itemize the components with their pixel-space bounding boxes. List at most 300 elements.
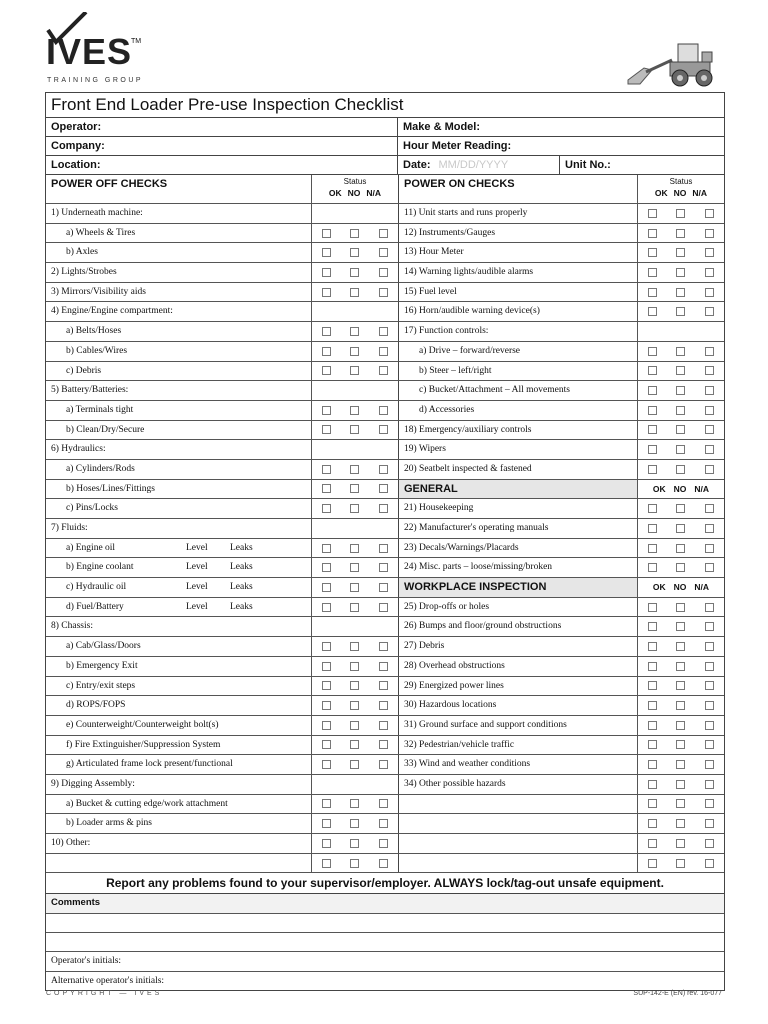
checkbox-ok[interactable] xyxy=(648,603,657,612)
check-item-text: 4) Engine/Engine compartment: xyxy=(51,306,173,317)
checkbox-ok[interactable] xyxy=(648,504,657,513)
right-cell xyxy=(399,598,724,617)
checkbox-na[interactable] xyxy=(379,662,388,671)
checkbox-ok[interactable] xyxy=(648,248,657,257)
checkbox-ok[interactable] xyxy=(648,859,657,868)
status-checkboxes xyxy=(637,302,724,321)
checkbox-no[interactable] xyxy=(676,780,685,789)
checkbox-na[interactable] xyxy=(379,504,388,513)
left-cell xyxy=(46,539,399,558)
checklist-row xyxy=(46,598,724,618)
status-checkboxes xyxy=(637,696,724,715)
status-checkboxes xyxy=(311,814,398,833)
left-cell xyxy=(46,696,399,715)
checklist-row xyxy=(46,362,724,382)
checkbox-ok[interactable] xyxy=(322,681,331,690)
checkbox-no[interactable] xyxy=(350,839,359,848)
checkbox-no[interactable] xyxy=(676,288,685,297)
checkbox-na[interactable] xyxy=(705,504,714,513)
level-label: Level xyxy=(186,601,208,612)
check-item-label xyxy=(399,263,637,282)
check-item-label xyxy=(399,224,637,243)
check-item-label xyxy=(399,558,637,577)
check-item-label xyxy=(46,814,311,833)
checkbox-ok[interactable] xyxy=(322,347,331,356)
checkbox-ok[interactable] xyxy=(648,425,657,434)
checkbox-ok[interactable] xyxy=(322,760,331,769)
check-item-text: 25) Drop-offs or holes xyxy=(404,601,490,612)
checkbox-na[interactable] xyxy=(705,465,714,474)
checkbox-ok[interactable] xyxy=(648,347,657,356)
checkbox-no[interactable] xyxy=(350,248,359,257)
checkbox-ok[interactable] xyxy=(322,701,331,710)
check-item-text: 29) Energized power lines xyxy=(404,680,504,691)
checkbox-no[interactable] xyxy=(676,445,685,454)
right-cell xyxy=(399,558,724,577)
checkbox-ok[interactable] xyxy=(648,701,657,710)
checkbox-no[interactable] xyxy=(350,859,359,868)
hour-meter-field[interactable]: Hour Meter Reading: xyxy=(403,140,512,152)
right-cell xyxy=(399,480,724,499)
checkbox-ok[interactable] xyxy=(648,662,657,671)
checkbox-ok[interactable] xyxy=(648,445,657,454)
checkbox-no[interactable] xyxy=(676,662,685,671)
check-item-label xyxy=(46,834,311,853)
checkbox-ok[interactable] xyxy=(648,288,657,297)
checkbox-no[interactable] xyxy=(676,504,685,513)
checkbox-ok[interactable] xyxy=(322,799,331,808)
front-end-loader-icon xyxy=(626,40,718,88)
checkbox-no[interactable] xyxy=(350,760,359,769)
check-item-label xyxy=(399,519,637,538)
checkbox-na[interactable] xyxy=(705,819,714,828)
checkbox-na[interactable] xyxy=(379,721,388,730)
checkbox-ok[interactable] xyxy=(648,386,657,395)
checkbox-na[interactable] xyxy=(379,425,388,434)
checkbox-ok[interactable] xyxy=(648,563,657,572)
checkbox-na[interactable] xyxy=(379,740,388,749)
check-item-text: b) Hoses/Lines/Fittings xyxy=(66,483,155,494)
checkbox-ok[interactable] xyxy=(322,819,331,828)
checkbox-ok[interactable] xyxy=(648,681,657,690)
checkbox-no[interactable] xyxy=(350,366,359,375)
status-checkboxes xyxy=(311,539,398,558)
checkbox-na[interactable] xyxy=(705,563,714,572)
checkbox-no[interactable] xyxy=(350,740,359,749)
checkbox-ok[interactable] xyxy=(322,484,331,493)
checklist-row xyxy=(46,322,724,342)
checkbox-no[interactable] xyxy=(676,386,685,395)
check-item-label xyxy=(46,716,311,735)
status-checkboxes xyxy=(311,637,398,656)
status-checkboxes xyxy=(637,362,724,381)
check-item-text: WORKPLACE INSPECTION xyxy=(404,581,547,594)
checkbox-na[interactable] xyxy=(705,681,714,690)
checkbox-na[interactable] xyxy=(379,701,388,710)
status-checkboxes xyxy=(637,381,724,400)
checkbox-na[interactable] xyxy=(379,248,388,257)
checkbox-na[interactable] xyxy=(705,603,714,612)
checkbox-no[interactable] xyxy=(350,288,359,297)
checkbox-no[interactable] xyxy=(676,799,685,808)
checkbox-na[interactable] xyxy=(379,760,388,769)
location-field[interactable]: Location: xyxy=(46,156,398,174)
checklist-row xyxy=(46,460,724,480)
checkbox-ok[interactable] xyxy=(648,760,657,769)
checkbox-no[interactable] xyxy=(350,662,359,671)
status-ok: OK xyxy=(652,483,666,494)
right-cell xyxy=(399,204,724,223)
checkbox-ok[interactable] xyxy=(322,603,331,612)
checklist-row xyxy=(46,401,724,421)
checkbox-no[interactable] xyxy=(350,406,359,415)
checkbox-no[interactable] xyxy=(350,799,359,808)
checkbox-na[interactable] xyxy=(705,209,714,218)
right-cell xyxy=(399,677,724,696)
status-checkboxes xyxy=(637,499,724,518)
unit-no-field[interactable]: Unit No.: xyxy=(565,159,611,171)
checkbox-ok[interactable] xyxy=(648,366,657,375)
checkbox-no[interactable] xyxy=(350,721,359,730)
checkbox-na[interactable] xyxy=(705,622,714,631)
check-item-label xyxy=(46,558,311,577)
check-item-text: 34) Other possible hazards xyxy=(404,778,506,789)
checkbox-no[interactable] xyxy=(676,307,685,316)
checkbox-na[interactable] xyxy=(379,859,388,868)
checkbox-ok[interactable] xyxy=(322,248,331,257)
right-cell xyxy=(399,519,724,538)
comments-line[interactable] xyxy=(46,933,724,952)
checkbox-na[interactable] xyxy=(705,406,714,415)
checkbox-na[interactable] xyxy=(379,681,388,690)
checkbox-ok[interactable] xyxy=(648,465,657,474)
checkbox-na[interactable] xyxy=(705,425,714,434)
checkbox-no[interactable] xyxy=(676,406,685,415)
checkbox-no[interactable] xyxy=(676,681,685,690)
checkbox-na[interactable] xyxy=(379,642,388,651)
checkbox-ok[interactable] xyxy=(322,583,331,592)
checkbox-na[interactable] xyxy=(379,288,388,297)
checkbox-ok[interactable] xyxy=(322,268,331,277)
checkbox-ok[interactable] xyxy=(648,307,657,316)
checkbox-ok[interactable] xyxy=(648,544,657,553)
check-item-text: 8) Chassis: xyxy=(51,621,93,632)
comments-section xyxy=(46,894,724,989)
checkbox-na[interactable] xyxy=(379,583,388,592)
check-item-label xyxy=(46,657,311,676)
checkbox-na[interactable] xyxy=(379,347,388,356)
checkbox-ok[interactable] xyxy=(648,740,657,749)
check-item-text: 33) Wind and weather conditions xyxy=(404,759,531,770)
comments-header: Comments xyxy=(46,894,724,913)
checkbox-no[interactable] xyxy=(350,327,359,336)
left-cell xyxy=(46,854,399,873)
leaks-label: Leaks xyxy=(230,542,253,553)
checkbox-na[interactable] xyxy=(379,484,388,493)
check-item-text: 18) Emergency/auxiliary controls xyxy=(404,424,532,435)
checkbox-na[interactable] xyxy=(705,366,714,375)
checkbox-ok[interactable] xyxy=(322,465,331,474)
status-checkboxes xyxy=(637,519,724,538)
left-cell xyxy=(46,677,399,696)
info-row-2 xyxy=(46,137,724,156)
left-cell xyxy=(46,637,399,656)
check-item-text: 15) Fuel level xyxy=(404,286,457,297)
status-checkboxes xyxy=(637,736,724,755)
checkbox-ok[interactable] xyxy=(648,209,657,218)
status-checkboxes xyxy=(637,716,724,735)
checkbox-na[interactable] xyxy=(705,288,714,297)
checkbox-na[interactable] xyxy=(705,307,714,316)
checkbox-ok[interactable] xyxy=(322,721,331,730)
check-item-text: b) Clean/Dry/Secure xyxy=(66,424,145,435)
check-item-text: d) Accessories xyxy=(419,404,475,415)
check-item-text: 13) Hour Meter xyxy=(404,247,464,258)
checkbox-ok[interactable] xyxy=(648,839,657,848)
checkbox-na[interactable] xyxy=(705,524,714,533)
checkbox-ok[interactable] xyxy=(322,327,331,336)
status-checkboxes xyxy=(311,755,398,774)
company-field[interactable]: Company: xyxy=(46,137,398,155)
checkbox-na[interactable] xyxy=(705,445,714,454)
checkbox-na[interactable] xyxy=(379,563,388,572)
checkbox-no[interactable] xyxy=(676,819,685,828)
right-cell xyxy=(399,243,724,262)
check-item-label xyxy=(399,657,637,676)
section-status-header xyxy=(637,578,724,597)
checkbox-na[interactable] xyxy=(379,465,388,474)
checkbox-no[interactable] xyxy=(350,268,359,277)
checkbox-na[interactable] xyxy=(705,859,714,868)
checkbox-na[interactable] xyxy=(705,760,714,769)
checkbox-ok[interactable] xyxy=(648,799,657,808)
checkbox-ok[interactable] xyxy=(322,662,331,671)
left-cell xyxy=(46,342,399,361)
checkbox-no[interactable] xyxy=(350,681,359,690)
checkbox-no[interactable] xyxy=(350,229,359,238)
checkbox-na[interactable] xyxy=(705,248,714,257)
checkbox-na[interactable] xyxy=(705,544,714,553)
check-item-label xyxy=(399,401,637,420)
checkbox-na[interactable] xyxy=(705,347,714,356)
checkbox-no[interactable] xyxy=(676,701,685,710)
checkbox-no[interactable] xyxy=(350,701,359,710)
check-item-text: 7) Fluids: xyxy=(51,523,88,533)
leaks-label: Leaks xyxy=(230,562,253,573)
leaks-label: Leaks xyxy=(230,601,253,612)
checkbox-na[interactable] xyxy=(379,839,388,848)
checkbox-no[interactable] xyxy=(676,425,685,434)
left-cell xyxy=(46,362,399,381)
right-cell xyxy=(399,381,724,400)
check-item-label xyxy=(46,499,311,518)
right-cell xyxy=(399,854,724,873)
checklist-grid xyxy=(46,175,724,873)
checkbox-na[interactable] xyxy=(705,780,714,789)
checkbox-ok[interactable] xyxy=(648,780,657,789)
date-label: Date: xyxy=(403,159,431,171)
checkbox-no[interactable] xyxy=(676,268,685,277)
checkbox-na[interactable] xyxy=(705,740,714,749)
check-item-text: 10) Other: xyxy=(51,838,91,848)
check-item-label xyxy=(399,440,637,459)
checkbox-ok[interactable] xyxy=(322,288,331,297)
right-cell xyxy=(399,224,724,243)
checkbox-no[interactable] xyxy=(676,524,685,533)
checkbox-na[interactable] xyxy=(379,268,388,277)
status-checkboxes xyxy=(311,854,398,873)
checkbox-ok[interactable] xyxy=(322,406,331,415)
checkbox-na[interactable] xyxy=(379,229,388,238)
date-field[interactable] xyxy=(398,156,560,174)
checkbox-na[interactable] xyxy=(379,406,388,415)
right-cell xyxy=(399,716,724,735)
checkbox-no[interactable] xyxy=(676,347,685,356)
left-cell xyxy=(46,302,399,321)
checkbox-no[interactable] xyxy=(350,583,359,592)
checkbox-no[interactable] xyxy=(350,465,359,474)
status-checkboxes xyxy=(637,322,724,341)
checkbox-no[interactable] xyxy=(676,603,685,612)
checkbox-no[interactable] xyxy=(676,859,685,868)
date-placeholder: MM/DD/YYYY xyxy=(438,159,509,171)
checkbox-no[interactable] xyxy=(350,484,359,493)
page-title: Front End Loader Pre-use Inspection Checklist xyxy=(46,93,724,118)
checkbox-na[interactable] xyxy=(379,327,388,336)
power-off-title: POWER OFF CHECKS xyxy=(51,178,168,190)
status-checkboxes xyxy=(311,322,398,341)
checkbox-na[interactable] xyxy=(705,721,714,730)
comments-line[interactable] xyxy=(46,914,724,933)
status-no: NO xyxy=(673,582,687,593)
power-on-title: POWER ON CHECKS xyxy=(404,178,515,190)
checkbox-na[interactable] xyxy=(379,799,388,808)
checklist-row xyxy=(46,283,724,303)
check-item-text: c) Debris xyxy=(66,365,102,376)
checkbox-ok[interactable] xyxy=(322,563,331,572)
checkbox-no[interactable] xyxy=(676,740,685,749)
operator-initials-field[interactable]: Operator's initials: xyxy=(46,952,724,971)
checkbox-ok[interactable] xyxy=(648,524,657,533)
checkbox-no[interactable] xyxy=(350,347,359,356)
checkbox-ok[interactable] xyxy=(322,229,331,238)
check-item-text: b) Axles xyxy=(66,247,98,258)
checkbox-no[interactable] xyxy=(676,642,685,651)
check-item-label xyxy=(46,302,311,321)
checkbox-no[interactable] xyxy=(676,760,685,769)
checkbox-no[interactable] xyxy=(350,603,359,612)
checkbox-no[interactable] xyxy=(350,819,359,828)
checkbox-ok[interactable] xyxy=(648,406,657,415)
status-checkboxes xyxy=(637,657,724,676)
checkbox-no[interactable] xyxy=(676,839,685,848)
checkbox-ok[interactable] xyxy=(648,268,657,277)
checkbox-no[interactable] xyxy=(676,544,685,553)
checkbox-ok[interactable] xyxy=(322,366,331,375)
left-cell xyxy=(46,480,399,499)
checkbox-ok[interactable] xyxy=(648,721,657,730)
checkbox-no[interactable] xyxy=(676,721,685,730)
checklist-row xyxy=(46,421,724,441)
status-checkboxes xyxy=(311,598,398,617)
checkbox-no[interactable] xyxy=(676,465,685,474)
checklist-row xyxy=(46,696,724,716)
checkbox-na[interactable] xyxy=(705,799,714,808)
checkbox-na[interactable] xyxy=(705,642,714,651)
checkbox-ok[interactable] xyxy=(648,642,657,651)
status-ok: OK xyxy=(328,188,342,198)
checkbox-no[interactable] xyxy=(676,622,685,631)
checkbox-na[interactable] xyxy=(705,839,714,848)
status-na: N/A xyxy=(694,582,710,593)
checkbox-na[interactable] xyxy=(705,701,714,710)
checkbox-no[interactable] xyxy=(350,504,359,513)
check-item-label xyxy=(46,578,311,597)
checkbox-na[interactable] xyxy=(379,603,388,612)
check-item-text: 2) Lights/Strobes xyxy=(51,267,117,278)
check-item-label xyxy=(399,834,637,853)
status-checkboxes xyxy=(637,243,724,262)
checkbox-ok[interactable] xyxy=(648,622,657,631)
checkbox-ok[interactable] xyxy=(322,425,331,434)
status-ok: OK xyxy=(654,188,668,198)
checkbox-no[interactable] xyxy=(350,642,359,651)
left-cell xyxy=(46,283,399,302)
checkbox-no[interactable] xyxy=(350,563,359,572)
checkbox-ok[interactable] xyxy=(322,642,331,651)
logo-brand: IVES xyxy=(46,31,133,72)
checkbox-no[interactable] xyxy=(676,209,685,218)
checkbox-no[interactable] xyxy=(676,248,685,257)
checkbox-no[interactable] xyxy=(676,229,685,238)
check-item-text: d) Fuel/Battery xyxy=(66,601,124,612)
check-item-label xyxy=(46,755,311,774)
status-checkboxes xyxy=(637,637,724,656)
check-item-label xyxy=(399,677,637,696)
checkbox-no[interactable] xyxy=(350,425,359,434)
checklist-row xyxy=(46,204,724,224)
right-cell xyxy=(399,421,724,440)
checkbox-no[interactable] xyxy=(676,366,685,375)
make-model-field[interactable]: Make & Model: xyxy=(403,121,481,133)
checkbox-na[interactable] xyxy=(705,386,714,395)
checkbox-ok[interactable] xyxy=(648,229,657,238)
checkbox-na[interactable] xyxy=(379,366,388,375)
check-item-label xyxy=(399,460,637,479)
status-checkboxes xyxy=(311,696,398,715)
checkbox-no[interactable] xyxy=(676,563,685,572)
checkbox-na[interactable] xyxy=(379,819,388,828)
status-checkboxes xyxy=(637,539,724,558)
checkbox-ok[interactable] xyxy=(322,504,331,513)
checkbox-na[interactable] xyxy=(705,662,714,671)
checkbox-na[interactable] xyxy=(705,229,714,238)
checkbox-ok[interactable] xyxy=(322,544,331,553)
checkbox-no[interactable] xyxy=(350,544,359,553)
check-item-label xyxy=(399,302,637,321)
checkbox-ok[interactable] xyxy=(322,839,331,848)
checkbox-na[interactable] xyxy=(705,268,714,277)
checkbox-ok[interactable] xyxy=(322,859,331,868)
checkbox-ok[interactable] xyxy=(322,740,331,749)
check-item-label xyxy=(46,795,311,814)
checkbox-na[interactable] xyxy=(379,544,388,553)
checkbox-ok[interactable] xyxy=(648,819,657,828)
operator-field[interactable]: Operator: xyxy=(46,118,398,136)
alt-operator-initials-field[interactable]: Alternative operator's initials: xyxy=(51,975,165,986)
right-cell xyxy=(399,736,724,755)
checklist-row xyxy=(46,834,724,854)
